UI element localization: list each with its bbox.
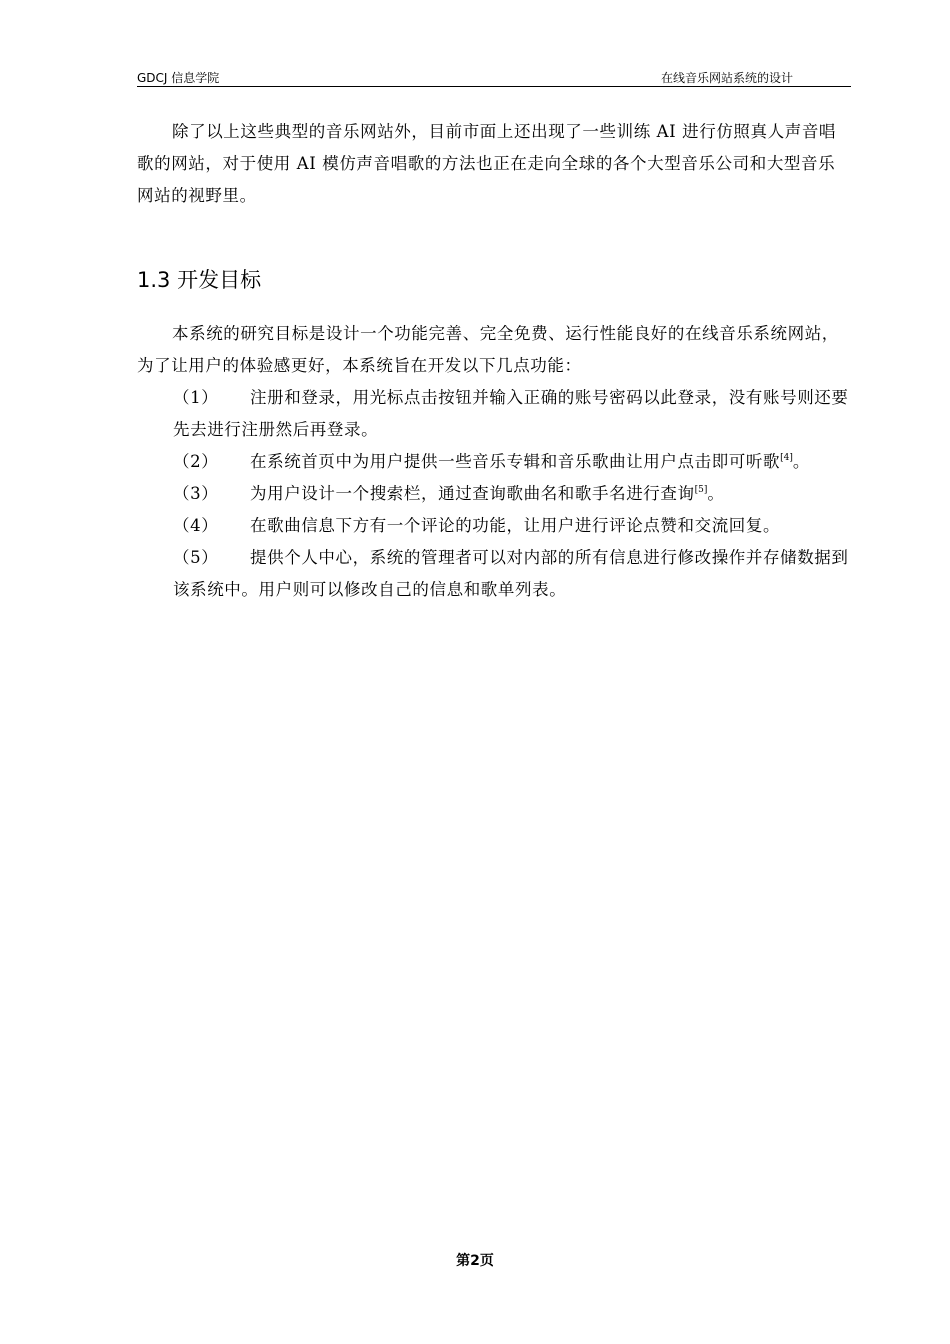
list-item-number: （4） [173, 516, 219, 535]
list-item [137, 478, 851, 510]
list-item-text: 提供个人中心，系统的管理者可以对内部的所有信息进行修改操作并存储数据到该系统中。用户则可以修改自己的信息和歌单列表。 [173, 548, 849, 599]
section-paragraph: 本系统的研究目标是设计一个功能完善、完全免费、运行性能良好的在线音乐系统网站，为了让用户的体验感更好，本系统旨在开发以下几点功能： [137, 324, 839, 375]
list-item-text: 在系统首页中为用户提供一些音乐专辑和音乐歌曲让用户点击即可听歌 [250, 452, 781, 471]
list-item-text: 在歌曲信息下方有一个评论的功能，让用户进行评论点赞和交流回复。 [250, 516, 781, 535]
list-item-text: 为用户设计一个搜索栏，通过查询歌曲名和歌手名进行查询 [250, 484, 695, 503]
list-item-number: （5） [173, 548, 219, 567]
intro-paragraph: 除了以上这些典型的音乐网站外，目前市面上还出现了一些训练 AI 进行仿照真人声音唱歌的网站，对于使用 AI 模仿声音唱歌的方法也正在走向全球的各个大型音乐公司和大型音乐网站的视野里。 [137, 122, 837, 205]
citation-ref: [4] [780, 453, 793, 463]
page-header [137, 66, 851, 87]
list-item [137, 382, 851, 446]
citation-ref: [5] [694, 485, 708, 495]
page-number: 第2页 [456, 1253, 494, 1269]
list-item [137, 510, 851, 542]
list-item [137, 446, 851, 478]
goal-list [137, 382, 851, 606]
list-item-number: （2） [173, 452, 219, 471]
list-item-text: 注册和登录，用光标点击按钮并输入正确的账号密码以此登录，没有账号则还要先去进行注册然后再登录。 [173, 388, 849, 439]
header-title: 在线音乐网站系统的设计 [660, 71, 793, 85]
list-item-number: （1） [173, 388, 219, 407]
header-institution: GDCJ 信息学院 [137, 71, 220, 85]
list-item [137, 542, 851, 606]
section-heading: 1.3 开发目标 [137, 268, 262, 292]
list-item-tail: 。 [792, 452, 810, 471]
list-item-number: （3） [173, 484, 219, 503]
list-item-tail: 。 [707, 484, 725, 503]
